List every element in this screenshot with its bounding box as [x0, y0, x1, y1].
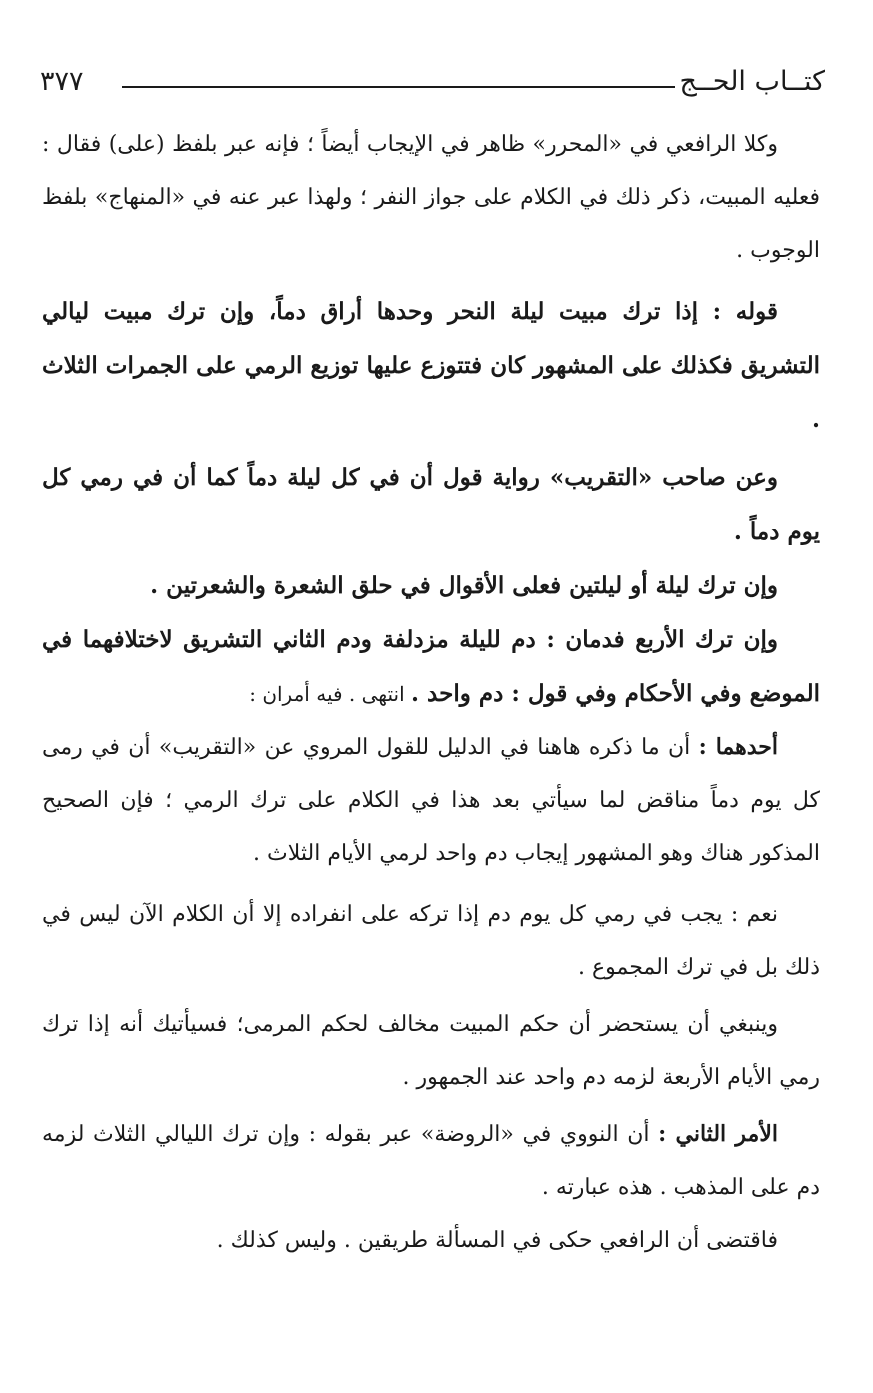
paragraph-1: وكلا الرافعي في «المحرر» ظاهر في الإيجاب أيضاً ؛ فإنه عبر بلفظ (على) فقال : فعليه المبيت، ذكر ذلك في الكلام على جواز النفر ؛ ولهذا عبر عنه في «المنهاج» بلفظ الوجوب . — [42, 132, 820, 263]
paragraph-6 — [42, 721, 820, 880]
paragraph-5-quote: وإن ترك الأربع فدمان : دم لليلة مزدلفة ودم الثاني التشريق لاختلافهما في الموضع وفي الأحكام وفي قول : دم واحد . — [42, 626, 820, 707]
header-rule — [122, 86, 675, 88]
paragraph-3: وعن صاحب «التقريب» رواية قول أن في كل ليلة دماً كما أن في رمي كل يوم دماً . — [42, 464, 820, 545]
paragraph-6-lead: أحدهما : — [698, 734, 778, 760]
paragraph-9 — [42, 1108, 820, 1214]
paragraph-4: وإن ترك ليلة أو ليلتين فعلى الأقوال في حلق الشعرة والشعرتين . — [150, 572, 778, 599]
paragraph-2: قوله : إذا ترك مبيت ليلة النحر وحدها أراق دماً، وإن ترك مبيت ليالي التشريق فكذلك على المشهور كان فتتوزع عليها توزيع الرمي على الجمرات الثلاث . — [42, 298, 820, 433]
paragraph-5 — [42, 613, 820, 721]
paragraph-7: نعم : يجب في رمي كل يوم دم إذا تركه على انفراده إلا أن الكلام الآن ليس في ذلك بل في ترك المجموع . — [42, 902, 820, 980]
running-title: كتــاب الحــج — [679, 66, 825, 97]
page-number: ٣٧٧ — [40, 66, 84, 97]
paragraph-9-text: أن النووي في «الروضة» عبر بقوله : وإن ترك الليالي الثلاث لزمه دم على المذهب . هذه عبارته . — [42, 1122, 820, 1200]
paragraph-10: فاقتضى أن الرافعي حكى في المسألة طريقين . وليس كذلك . — [216, 1228, 778, 1253]
paragraph-6-text: أن ما ذكره هاهنا في الدليل للقول المروي عن «التقريب» أن في رمى كل يوم دماً مناقض لما سيأتي بعد هذا في الكلام على ترك الرمي ؛ فإن الصحيح المذكور هناك وهو المشهور إيجاب دم واحد لرمي الأيام الثلاث . — [42, 735, 820, 866]
paragraph-8: وينبغي أن يستحضر أن حكم المبيت مخالف لحكم المرمى؛ فسيأتيك أنه إذا ترك رمي الأيام الأربعة لزمه دم واحد عند الجمهور . — [42, 1012, 820, 1090]
paragraph-9-lead: الأمر الثاني : — [658, 1121, 779, 1147]
page-body — [42, 118, 820, 1267]
page-header — [40, 62, 825, 102]
paragraph-5-tail: انتهى . فيه أمران : — [249, 682, 412, 706]
